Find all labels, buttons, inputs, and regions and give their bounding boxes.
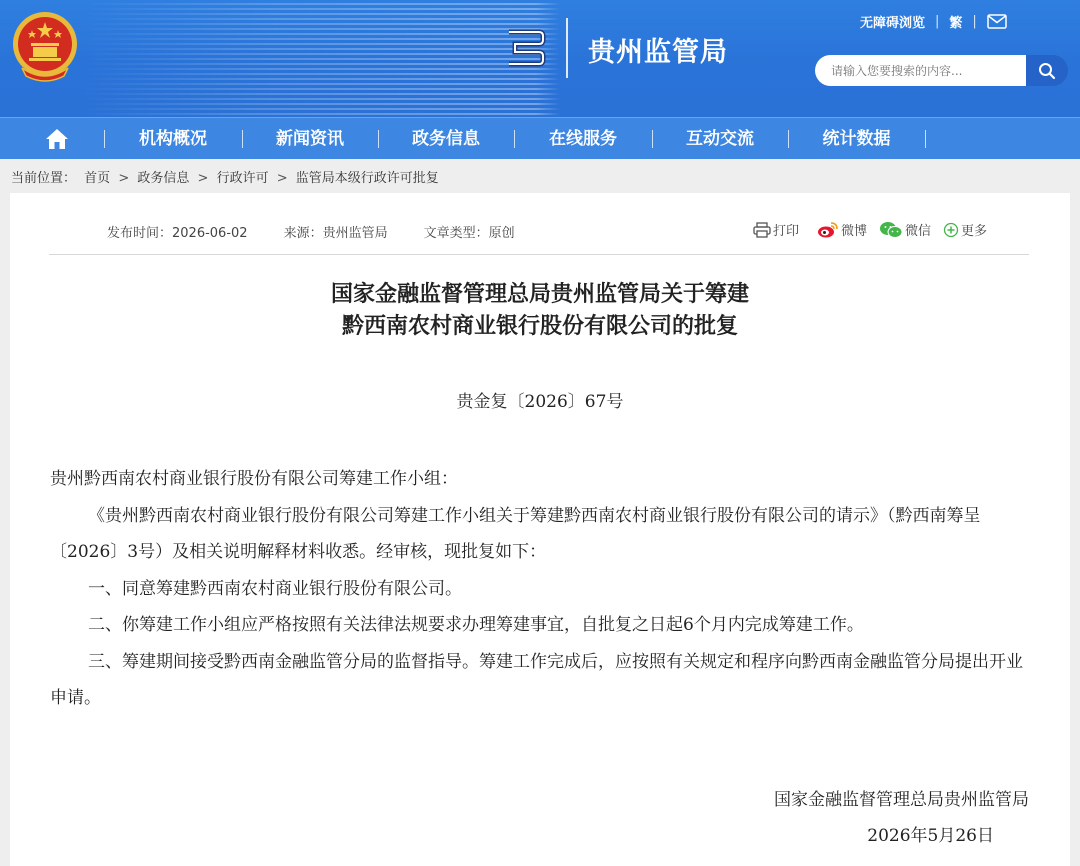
top-links (860, 12, 1007, 31)
wechat-share-button[interactable] (879, 220, 931, 239)
brand-divider (566, 18, 568, 78)
mail-icon[interactable] (987, 14, 1007, 29)
article-source: 来源：贵州监管局 (283, 226, 388, 241)
wechat-icon (879, 221, 903, 239)
weibo-share-button[interactable] (817, 220, 867, 239)
body-paragraph: 一、同意筹建黔西南农村商业银行股份有限公司。 (88, 578, 462, 599)
nav-item-statistics[interactable]: 统计数据 (822, 129, 891, 149)
signature: 国家金融监督管理总局贵州监管局 (774, 790, 1029, 810)
header-decoration (80, 0, 560, 117)
breadcrumb-government-info[interactable]: 政务信息 (137, 171, 190, 186)
breadcrumb-administrative-license[interactable]: 行政许可 (216, 171, 269, 186)
more-share-button[interactable] (943, 220, 987, 239)
article-body (50, 461, 1032, 717)
publish-time: 发布时间：2026-06-02 (107, 226, 248, 241)
signature-date: 2026年5月26日 (867, 826, 994, 846)
breadcrumb-separator: > (197, 171, 209, 186)
breadcrumb-separator: > (118, 171, 130, 186)
site-header (0, 0, 1080, 117)
body-paragraph: 三、筹建期间接受黔西南金融监管分局的监督指导。筹建工作完成后，应按照有关规定和程序向黔西南金融监管分局提出开业申请。 (50, 651, 1023, 708)
search-icon (1038, 62, 1056, 80)
nav-item-online-services[interactable]: 在线服务 (549, 129, 617, 149)
search-input[interactable] (815, 55, 1027, 86)
weibo-label: 微博 (841, 224, 868, 239)
main-nav (0, 117, 1080, 159)
national-emblem-icon[interactable] (10, 10, 80, 82)
more-label: 更多 (961, 224, 988, 239)
body-paragraph: 二、你筹建工作小组应严格按照有关法律法规要求办理筹建事宜，自批复之日起6个月内完成筹建工作。 (88, 615, 864, 635)
traditional-chinese-link[interactable]: 繁 (949, 16, 963, 31)
printer-icon (753, 222, 771, 238)
accessibility-link[interactable]: 无障碍浏览 (860, 16, 926, 31)
home-icon[interactable] (44, 127, 70, 151)
addressee: 贵州黔西南农村商业银行股份有限公司筹建工作小组： (50, 469, 458, 489)
article-title-line-2: 黔西南农村商业银行股份有限公司的批复 (341, 314, 738, 339)
breadcrumb (11, 167, 443, 186)
article-panel (10, 193, 1070, 866)
breadcrumb-prefix: 当前位置： (11, 171, 77, 186)
nav-item-interaction[interactable]: 互动交流 (686, 129, 754, 149)
print-button[interactable] (753, 220, 799, 239)
nav-item-government-info[interactable]: 政务信息 (412, 129, 480, 149)
search-button[interactable] (1026, 55, 1068, 86)
share-bar (753, 220, 999, 239)
article-type: 文章类型：原创 (423, 226, 515, 241)
weibo-icon (817, 221, 839, 239)
document-number: 贵金复〔2026〕67号 (456, 392, 624, 412)
article-title (10, 279, 1070, 343)
breadcrumb-home[interactable]: 首页 (84, 171, 111, 186)
plus-circle-icon (943, 222, 959, 238)
wechat-label: 微信 (905, 224, 932, 239)
site-name[interactable]: 贵州监管局 (588, 37, 728, 68)
article-title-line-1: 国家金融监督管理总局贵州监管局关于筹建 (330, 282, 749, 307)
meta-divider (49, 254, 1029, 255)
top-link-separator: | (972, 14, 977, 29)
print-label: 打印 (773, 224, 800, 239)
nav-item-about[interactable]: 机构概况 (139, 129, 207, 149)
breadcrumb-separator: > (276, 171, 288, 186)
nav-item-news[interactable]: 新闻资讯 (276, 129, 344, 149)
article-meta (107, 222, 515, 241)
brand-logo-stroke-icon (505, 26, 547, 68)
top-link-separator: | (935, 14, 940, 29)
breadcrumb-current[interactable]: 监管局本级行政许可批复 (295, 171, 439, 186)
nav-divider (925, 130, 926, 148)
body-paragraph: 《贵州黔西南农村商业银行股份有限公司筹建工作小组关于筹建黔西南农村商业银行股份有限公司的请示》（黔西南筹呈〔2026〕3号）及相关说明解释材料收悉。经审核，现批复如下： (50, 505, 981, 562)
